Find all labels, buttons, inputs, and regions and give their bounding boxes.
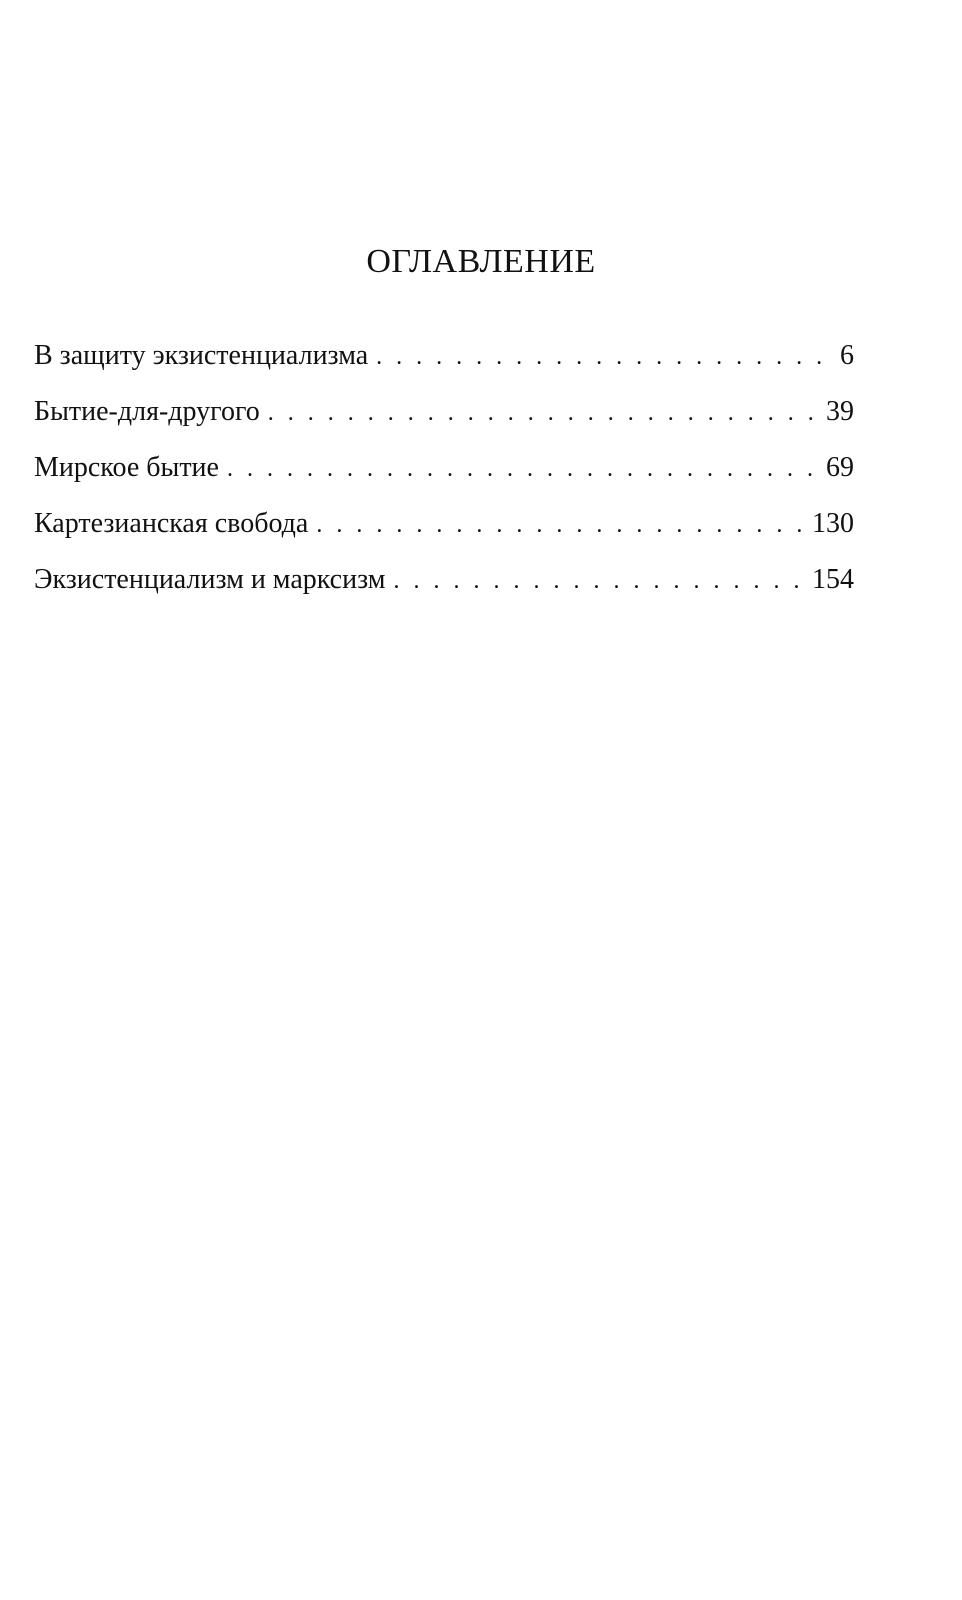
toc-page-number: 39: [826, 396, 854, 427]
toc-entry: [34, 560, 854, 616]
dot-leader: [268, 393, 822, 433]
toc-entry: [34, 504, 854, 560]
toc-entry: [34, 448, 854, 504]
toc-page-number: 130: [812, 508, 854, 539]
toc-entry: [34, 336, 854, 392]
toc-heading: ОГЛАВЛЕНИЕ: [366, 243, 596, 280]
toc-entry-title: Картезианская свобода: [34, 508, 309, 539]
toc-entry-title: В защиту экзистенциализма: [34, 340, 369, 371]
toc-page-number: 69: [826, 452, 854, 483]
toc-entry-title: Бытие-для-другого: [34, 396, 260, 427]
dot-leader: [316, 505, 808, 545]
dot-leader: [393, 561, 808, 601]
toc-page-number: 154: [812, 564, 854, 595]
dot-leader: [227, 449, 822, 489]
toc-entry: [34, 392, 854, 448]
table-of-contents: [34, 336, 854, 616]
toc-page-number: 6: [840, 340, 854, 371]
toc-entry-title: Мирское бытие: [34, 452, 219, 483]
dot-leader: [376, 337, 836, 377]
toc-entry-title: Экзистенциализм и марксизм: [34, 564, 386, 595]
